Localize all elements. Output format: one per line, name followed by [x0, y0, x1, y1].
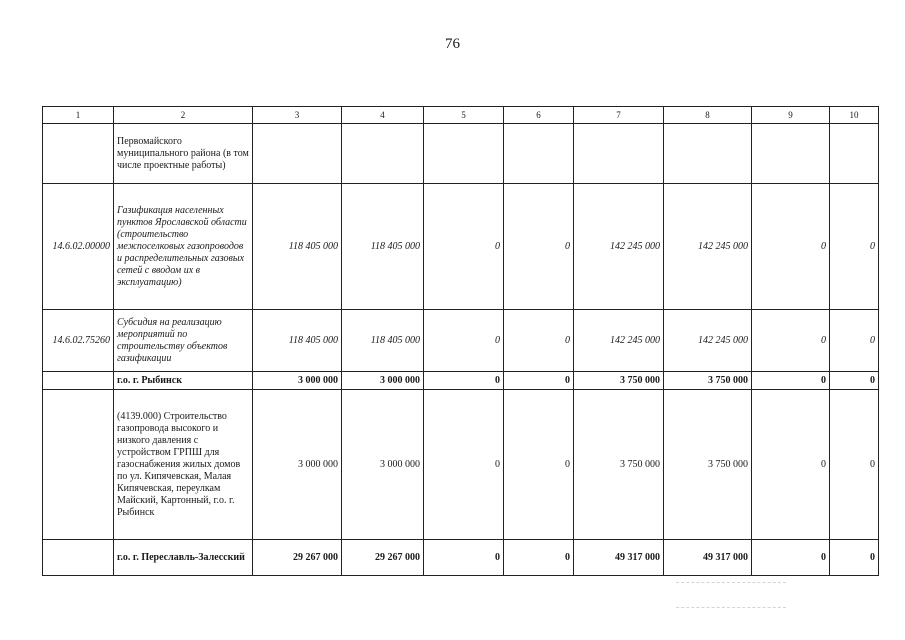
code-cell: 14.6.02.00000 [43, 184, 114, 310]
value-cell: 0 [830, 310, 879, 372]
value-cell: 118 405 000 [253, 310, 342, 372]
value-cell: 0 [504, 390, 574, 540]
value-cell: 0 [424, 184, 504, 310]
description-cell: г.о. г. Переславль-Залесский [114, 540, 253, 576]
value-cell: 0 [752, 540, 830, 576]
table-row [43, 540, 879, 576]
value-cell: 0 [830, 390, 879, 540]
value-cell: 0 [504, 372, 574, 390]
column-header: 6 [504, 107, 574, 124]
value-cell: 0 [424, 540, 504, 576]
description-cell: Газификация населенных пунктов Ярославской области (строительство межпоселковых газопроводов и распределительных газовых сетей с вводом их в эксплуатацию) [114, 184, 253, 310]
column-header: 9 [752, 107, 830, 124]
value-cell: 0 [752, 310, 830, 372]
value-cell: 3 000 000 [342, 372, 424, 390]
description-cell: (4139.000) Строительство газопровода высокого и низкого давления с устройством ГРПШ для газоснабжения жилых домов по ул. Кипячевская, Малая Кипячевская, переулкам Майский, Картонный, г.о. г. Рыбинск [114, 390, 253, 540]
value-cell [424, 124, 504, 184]
table-row [43, 372, 879, 390]
value-cell: 49 317 000 [664, 540, 752, 576]
code-cell: 14.6.02.75260 [43, 310, 114, 372]
value-cell: 118 405 000 [253, 184, 342, 310]
column-header: 8 [664, 107, 752, 124]
stamp-mark [676, 582, 786, 608]
page-number: 76 [445, 36, 460, 52]
code-cell [43, 372, 114, 390]
value-cell [574, 124, 664, 184]
value-cell: 0 [424, 390, 504, 540]
value-cell: 142 245 000 [574, 184, 664, 310]
value-cell [253, 124, 342, 184]
value-cell: 0 [504, 184, 574, 310]
value-cell [664, 124, 752, 184]
value-cell: 0 [830, 372, 879, 390]
value-cell: 3 750 000 [664, 390, 752, 540]
description-cell: Субсидия на реализацию мероприятий по строительству объектов газификации [114, 310, 253, 372]
budget-table [42, 106, 879, 576]
value-cell: 29 267 000 [253, 540, 342, 576]
table-row [43, 124, 879, 184]
value-cell: 0 [504, 310, 574, 372]
value-cell: 0 [752, 390, 830, 540]
value-cell: 3 750 000 [664, 372, 752, 390]
column-header: 4 [342, 107, 424, 124]
value-cell: 118 405 000 [342, 310, 424, 372]
value-cell: 142 245 000 [664, 310, 752, 372]
value-cell: 3 750 000 [574, 372, 664, 390]
column-header: 3 [253, 107, 342, 124]
value-cell: 0 [830, 540, 879, 576]
value-cell: 0 [424, 310, 504, 372]
value-cell: 49 317 000 [574, 540, 664, 576]
column-header: 5 [424, 107, 504, 124]
value-cell: 118 405 000 [342, 184, 424, 310]
value-cell: 3 000 000 [342, 390, 424, 540]
value-cell [752, 124, 830, 184]
value-cell [830, 124, 879, 184]
code-cell [43, 124, 114, 184]
code-cell [43, 540, 114, 576]
value-cell: 3 750 000 [574, 390, 664, 540]
value-cell: 0 [424, 372, 504, 390]
value-cell: 29 267 000 [342, 540, 424, 576]
column-header-row [43, 107, 879, 124]
value-cell: 142 245 000 [574, 310, 664, 372]
table-row [43, 184, 879, 310]
value-cell [504, 124, 574, 184]
column-header: 7 [574, 107, 664, 124]
description-cell: г.о. г. Рыбинск [114, 372, 253, 390]
column-header: 10 [830, 107, 879, 124]
code-cell [43, 390, 114, 540]
column-header: 1 [43, 107, 114, 124]
column-header: 2 [114, 107, 253, 124]
value-cell: 0 [830, 184, 879, 310]
value-cell: 3 000 000 [253, 372, 342, 390]
description-cell: Первомайского муниципального района (в том числе проектные работы) [114, 124, 253, 184]
table-row [43, 390, 879, 540]
value-cell: 3 000 000 [253, 390, 342, 540]
value-cell [342, 124, 424, 184]
table-row [43, 310, 879, 372]
value-cell: 0 [504, 540, 574, 576]
value-cell: 0 [752, 372, 830, 390]
value-cell: 142 245 000 [664, 184, 752, 310]
value-cell: 0 [752, 184, 830, 310]
